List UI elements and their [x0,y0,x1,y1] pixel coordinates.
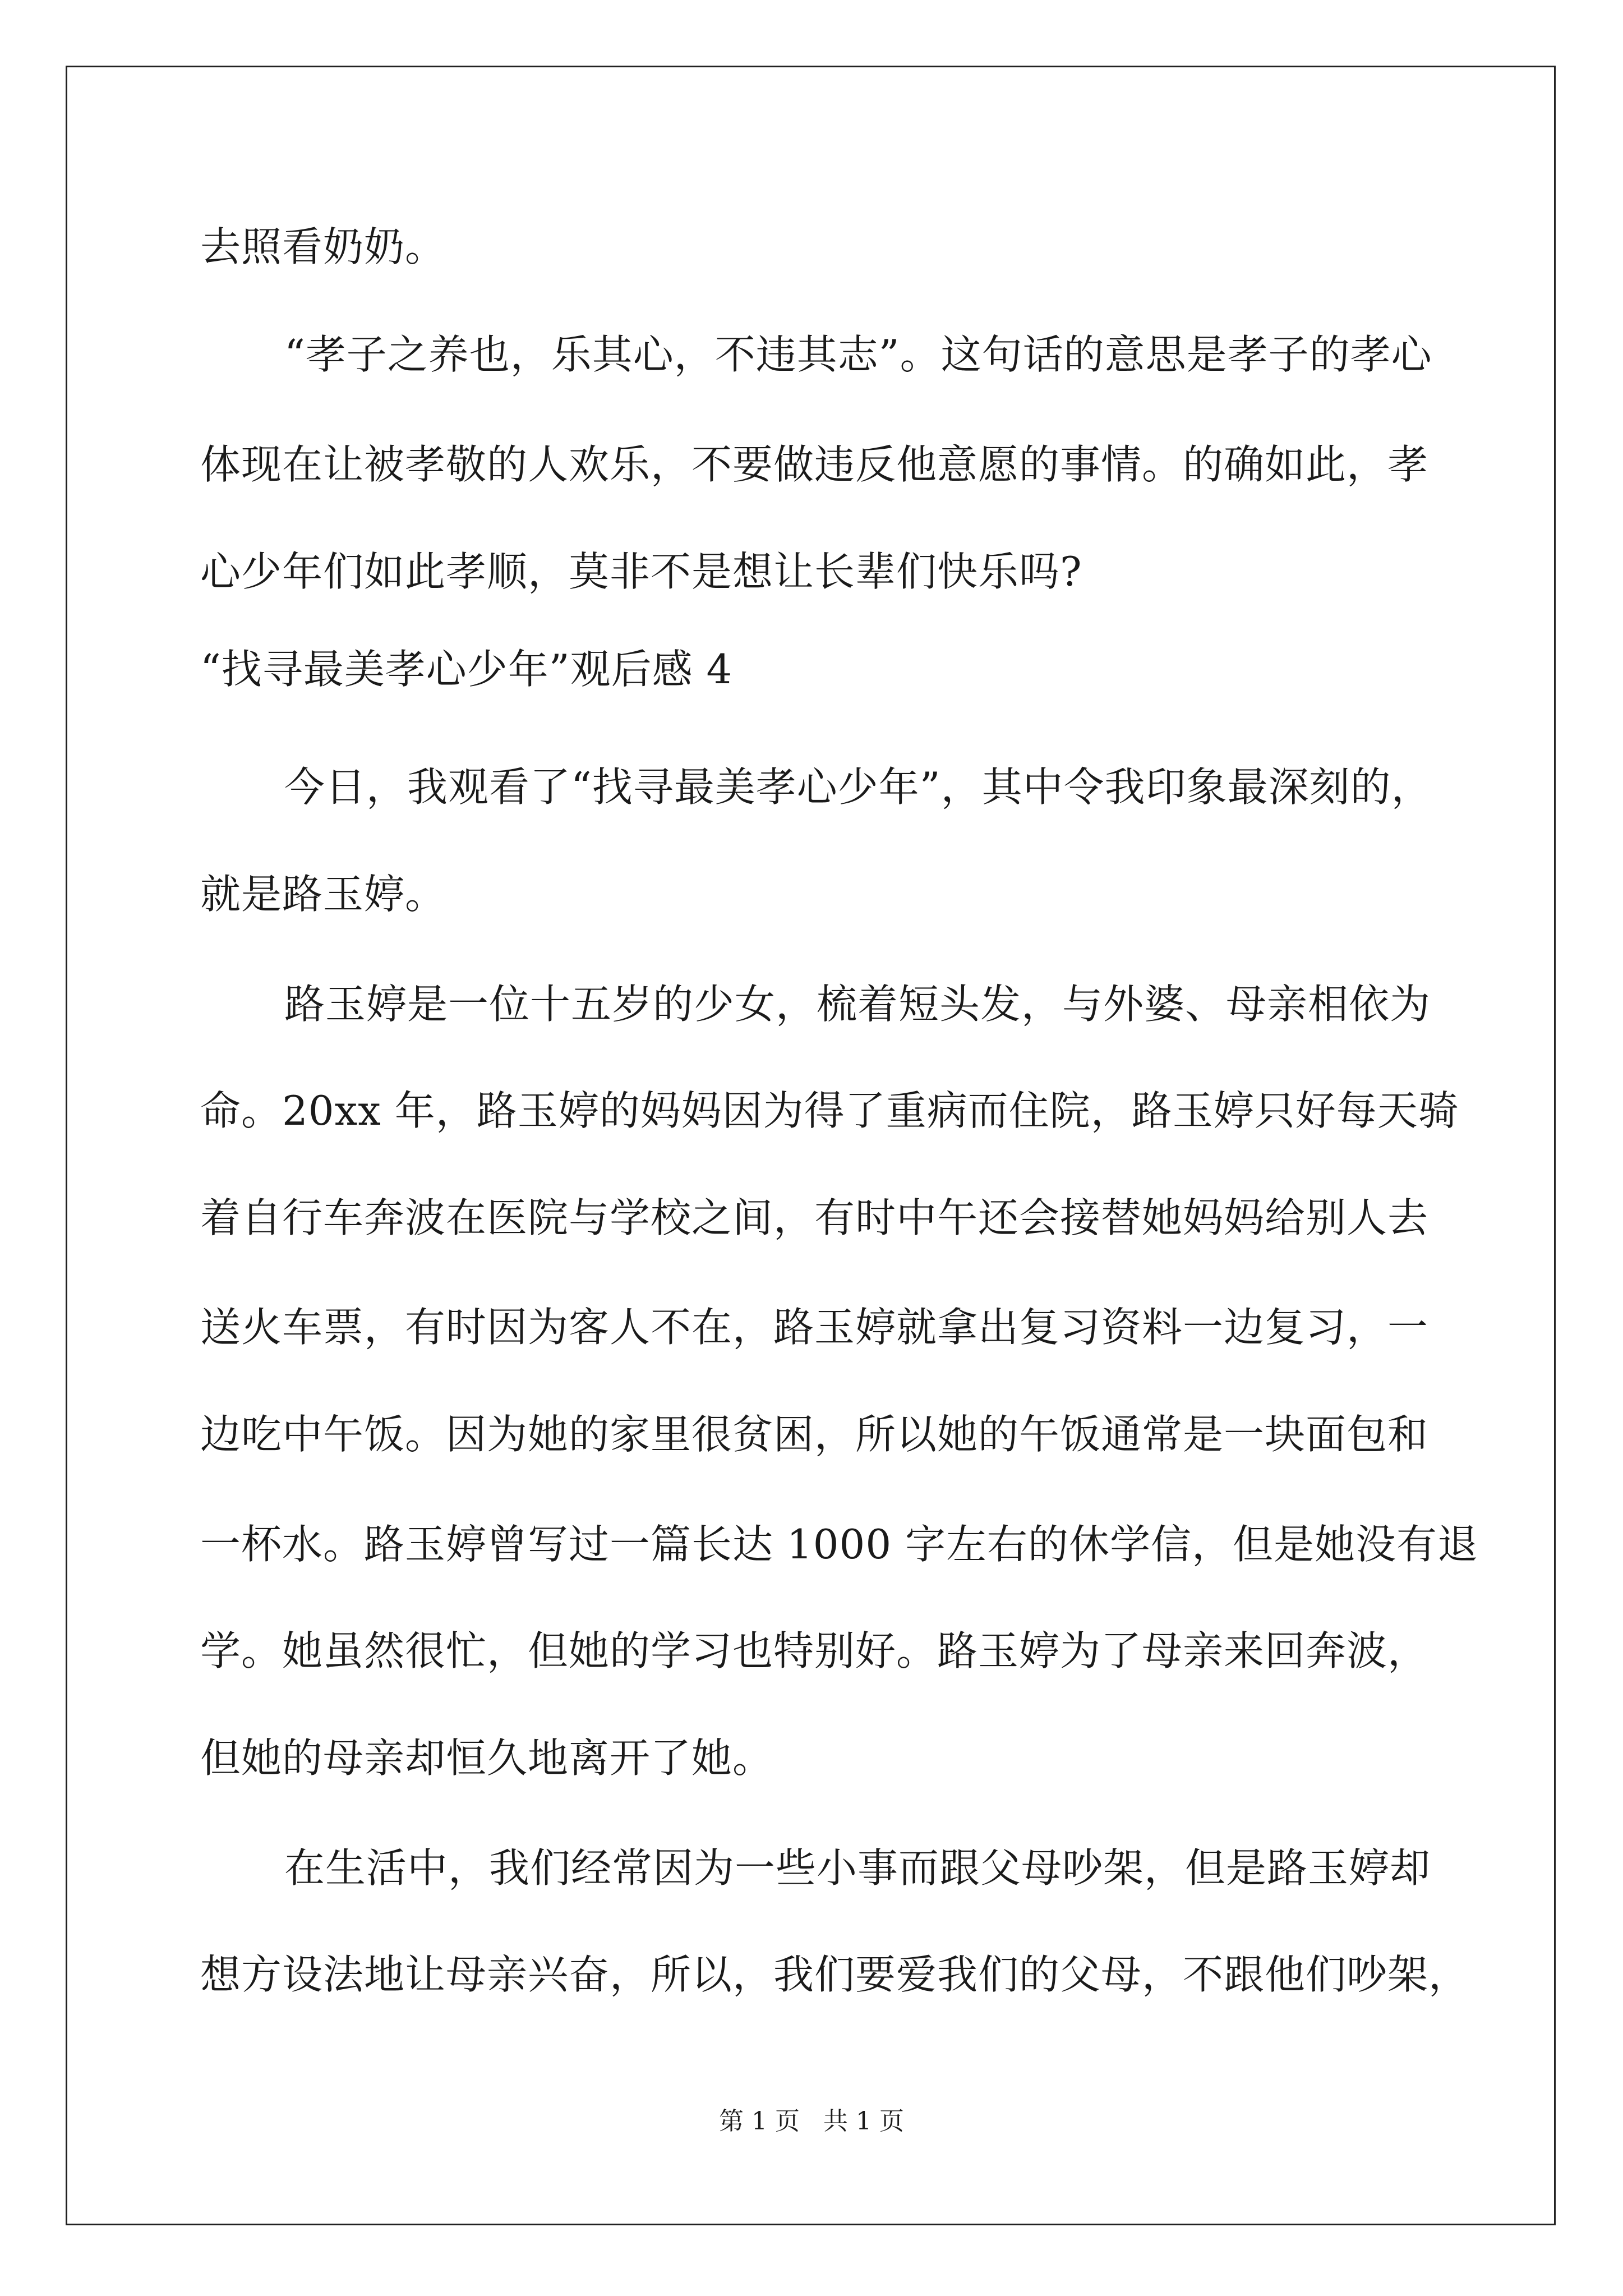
text-line: 一杯水。路玉婷曾写过一篇长达 1000 字左右的休学信，但是她没有退 [200,1521,1479,1568]
page-border [66,66,1556,2225]
text-line: 命。20xx 年，路玉婷的妈妈因为得了重病而住院，路玉婷只好每天骑 [200,1087,1459,1134]
text-line: 就是路玉婷。 [200,871,446,918]
text-line: 着自行车奔波在医院与学校之间，有时中午还会接替她妈妈给别人去 [200,1194,1429,1241]
text-line: 送火车票，有时因为客人不在，路玉婷就拿出复习资料一边复习，一 [200,1304,1429,1351]
text-line: 学。她虽然很忙，但她的学习也特别好。路玉婷为了母亲来回奔波， [200,1627,1429,1674]
text-line: 心少年们如此孝顺，莫非不是想让长辈们快乐吗? [200,548,1082,595]
text-line: 去照看奶奶。 [200,223,446,270]
text-line: 边吃中午饭。因为她的家里很贫困，所以她的午饭通常是一块面包和 [200,1411,1429,1458]
text-line: “孝子之养也，乐其心，不违其志”。这句话的意思是孝子的孝心 [284,331,1432,378]
text-line: 今日，我观看了“找寻最美孝心少年”，其中令我印象最深刻的， [284,763,1432,811]
text-line: 体现在让被孝敬的人欢乐，不要做违反他意愿的事情。的确如此，孝 [200,441,1429,488]
text-line: 路玉婷是一位十五岁的少女，梳着短头发，与外婆、母亲相依为 [284,981,1431,1028]
page-number-footer: 第 1 页 共 1 页 [719,2107,904,2136]
text-line: 在生活中，我们经常因为一些小事而跟父母吵架，但是路玉婷却 [284,1844,1431,1892]
section-heading: “找寻最美孝心少年”观后感 4 [200,646,733,693]
text-line: 但她的母亲却恒久地离开了她。 [200,1734,774,1782]
text-line: 想方设法地让母亲兴奋，所以，我们要爱我们的父母，不跟他们吵架， [200,1951,1470,1998]
